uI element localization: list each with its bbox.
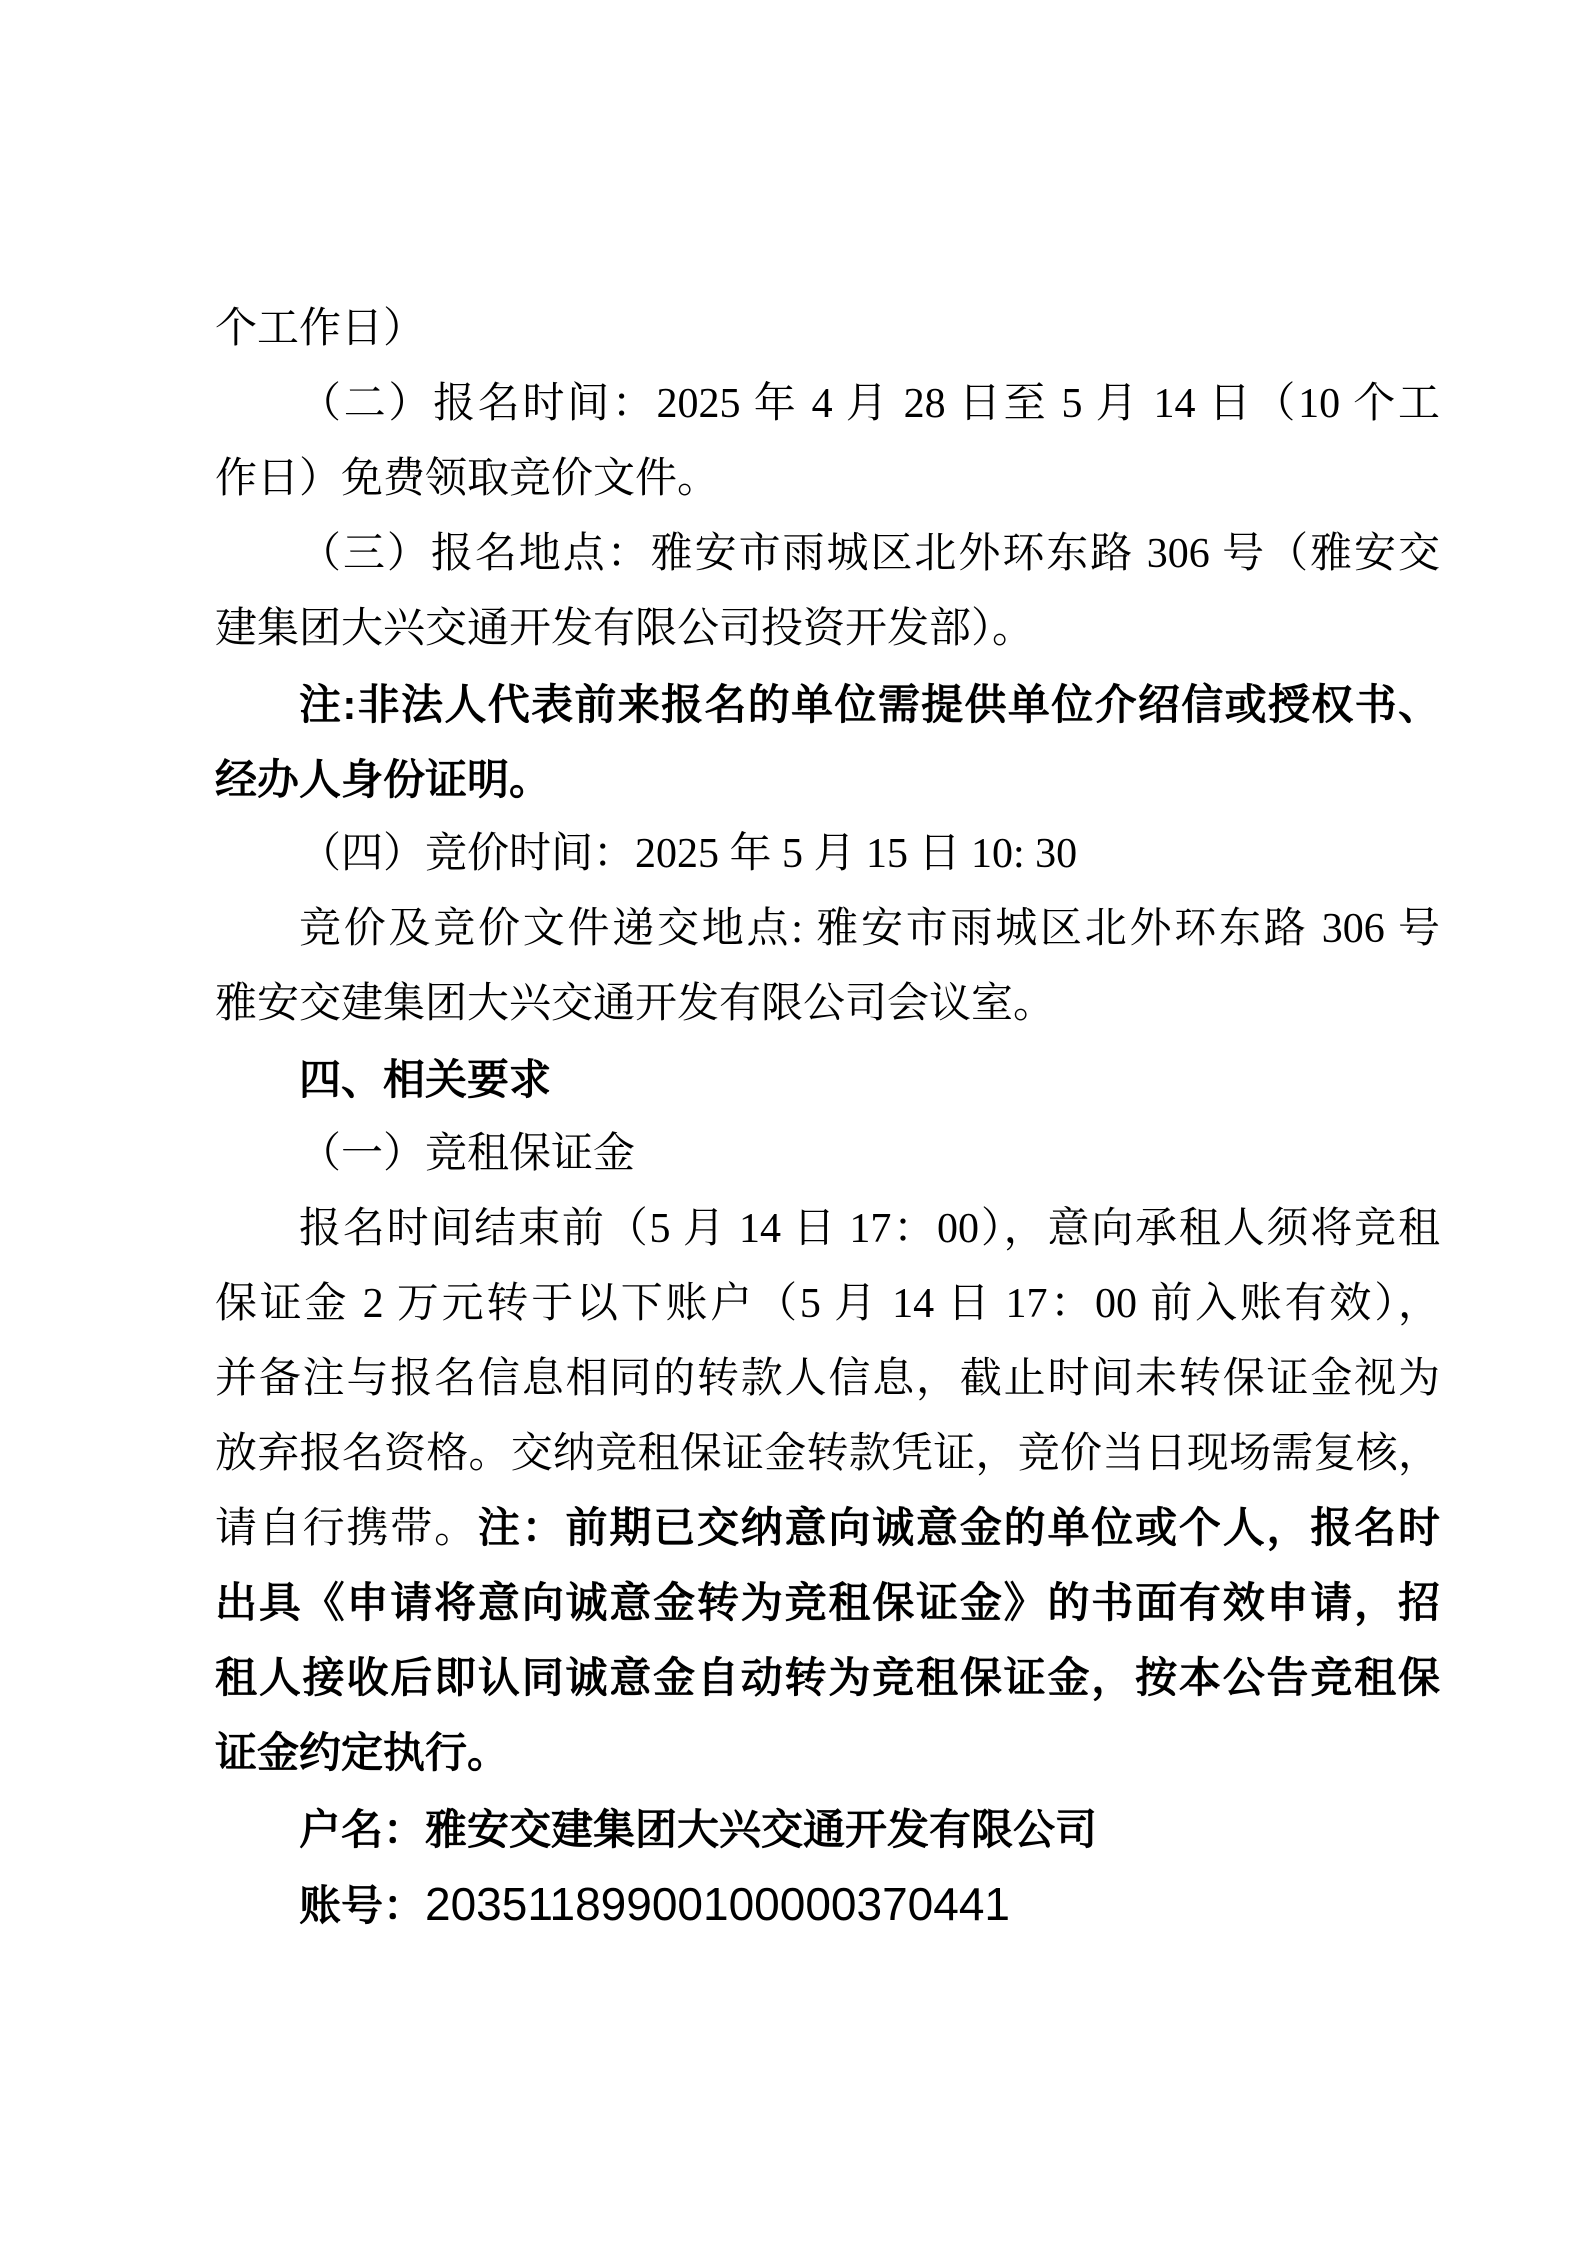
deposit-subheading: （一）竞租保证金	[299, 1131, 636, 1177]
bidding-place-continuation: 雅安交建集团大兴交通开发有限公司会议室。	[215, 981, 1056, 1027]
bidding-time-item: （四）竞价时间：2025 年 5 月 15 日 10: 30	[299, 831, 1078, 877]
deposit-note-regular-text: 请自行携带。	[215, 1506, 478, 1552]
deposit-paragraph-line: 并备注与报名信息相同的转款人信息，截止时间未转保证金视为	[215, 1356, 1440, 1402]
document-text-block	[215, 292, 1440, 1942]
authorization-note-line: 注:非法人代表前来报名的单位需提供单位介绍信或授权书、	[299, 681, 1440, 728]
registration-time-continuation: 作日）免费领取竞价文件。	[215, 456, 720, 502]
bidding-place-line: 竞价及竞价文件递交地点: 雅安市雨城区北外环东路 306 号	[299, 906, 1440, 952]
deposit-note-line	[215, 1492, 1440, 1567]
deposit-note-line: 租人接收后即认同诚意金自动转为竞租保证金，按本公告竞租保	[215, 1656, 1440, 1702]
registration-place-item: （三）报名地点：雅安市雨城区北外环东路 306 号（雅安交	[299, 531, 1440, 577]
deposit-note-bold-text: 注：前期已交纳意向诚意金的单位或个人，报名时	[477, 1506, 1440, 1552]
registration-time-item: （二）报名时间：2025 年 4 月 28 日至 5 月 14 日（10 个工	[299, 381, 1440, 427]
deposit-note-continuation: 证金约定执行。	[215, 1731, 510, 1777]
deposit-paragraph-line: 保证金 2 万元转于以下账户（5 月 14 日 17：00 前入账有效），	[215, 1281, 1440, 1327]
section-heading-requirements: 四、相关要求	[299, 1056, 552, 1103]
registration-place-continuation: 建集团大兴交通开发有限公司投资开发部）。	[215, 606, 1035, 652]
continuation-line: 个工作日）	[215, 306, 426, 352]
deposit-note-line: 出具《申请将意向诚意金转为竞租保证金》的书面有效申请，招	[215, 1581, 1440, 1627]
account-number-label: 账号：	[299, 1882, 426, 1929]
deposit-paragraph-line: 放弃报名资格。交纳竞租保证金转款凭证，竞价当日现场需复核，	[215, 1431, 1440, 1477]
deposit-paragraph-line: 报名时间结束前（5 月 14 日 17：00），意向承租人须将竞租	[299, 1206, 1440, 1252]
authorization-note-continuation: 经办人身份证明。	[215, 756, 552, 803]
account-name-value: 雅安交建集团大兴交通开发有限公司	[425, 1806, 1098, 1853]
account-name-label: 户名：	[299, 1806, 426, 1853]
account-number-line	[215, 1867, 1440, 1942]
account-number-value: 20351189900100000370441	[425, 1878, 1011, 1930]
account-name-line	[215, 1792, 1440, 1867]
